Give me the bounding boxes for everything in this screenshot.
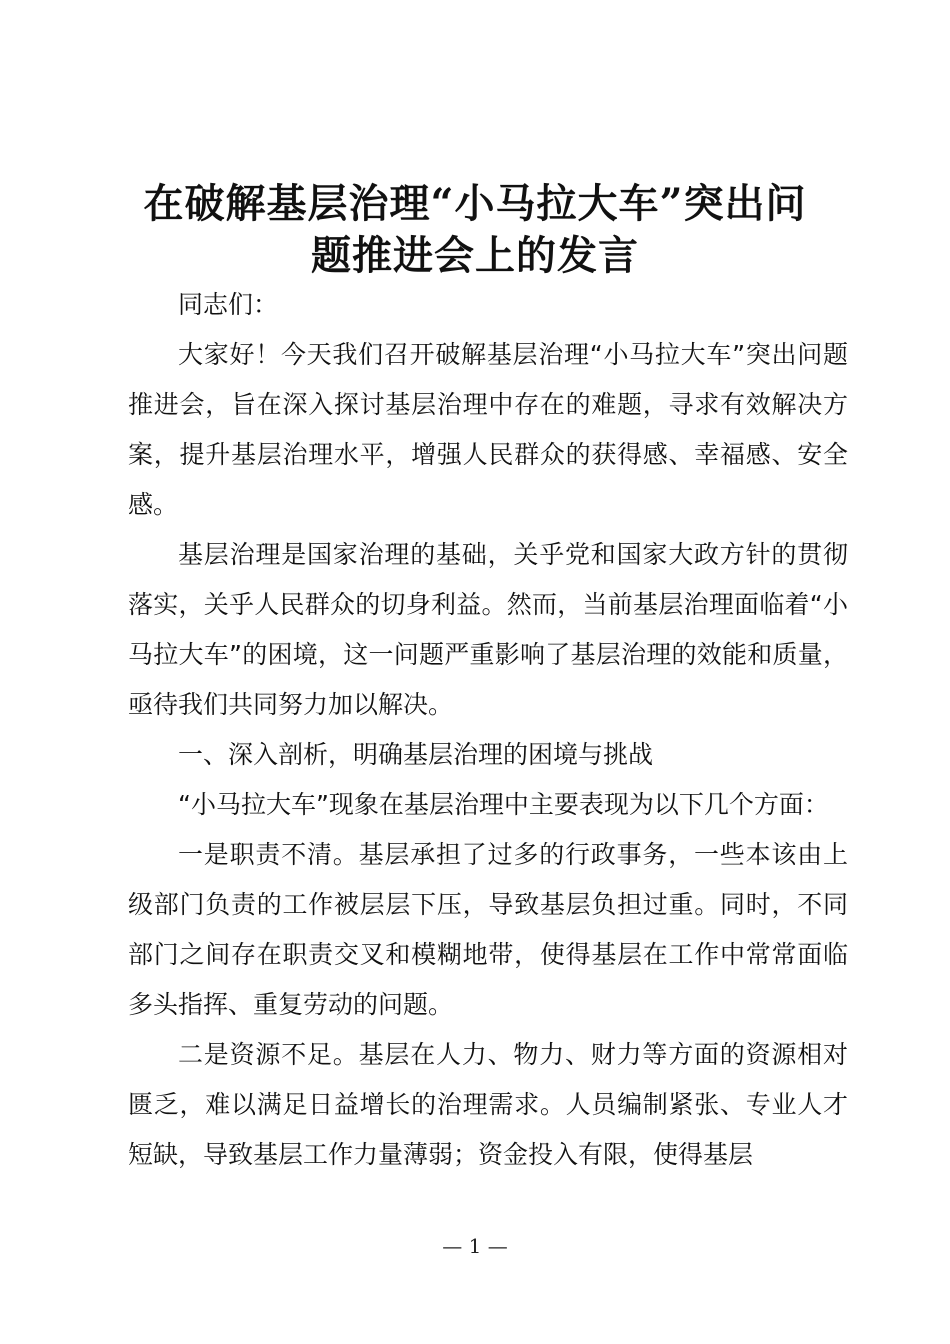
section-heading-1: 一、深入剖析，明确基层治理的困境与挑战: [178, 740, 654, 769]
document-body: [128, 280, 848, 1180]
paragraph-intro-list: “小马拉大车”现象在基层治理中主要表现为以下几个方面：: [178, 790, 829, 819]
paragraph-point-2: 二是资源不足。基层在人力、物力、财力等方面的资源相对匮乏，难以满足日益增长的治理需求。人员编制紧张、专业人才短缺，导致基层工作力量薄弱；资金投入有限，使得基层: [128, 1040, 848, 1169]
page-number: — 1 —: [442, 1234, 508, 1258]
salutation: 同志们：: [178, 290, 279, 319]
title-line-1: 在破解基层治理“小马拉大车”突出问: [143, 180, 807, 227]
paragraph-greeting: 大家好！今天我们召开破解基层治理“小马拉大车”突出问题推进会，旨在深入探讨基层治理中存在的难题，寻求有效解决方案，提升基层治理水平，增强人民群众的获得感、幸福感、安全感。: [128, 340, 848, 519]
title-line-2: 题推进会上的发言: [311, 232, 639, 279]
document-title: [110, 178, 840, 282]
paragraph-background: 基层治理是国家治理的基础，关乎党和国家大政方针的贯彻落实，关乎人民群众的切身利益。然而，当前基层治理面临着“小马拉大车”的困境，这一问题严重影响了基层治理的效能和质量，亟待我们共同努力加以解决。: [128, 540, 848, 719]
paragraph-point-1: 一是职责不清。基层承担了过多的行政事务，一些本该由上级部门负责的工作被层层下压，导致基层负担过重。同时，不同部门之间存在职责交叉和模糊地带，使得基层在工作中常常面临多头指挥、重复劳动的问题。: [128, 840, 848, 1019]
